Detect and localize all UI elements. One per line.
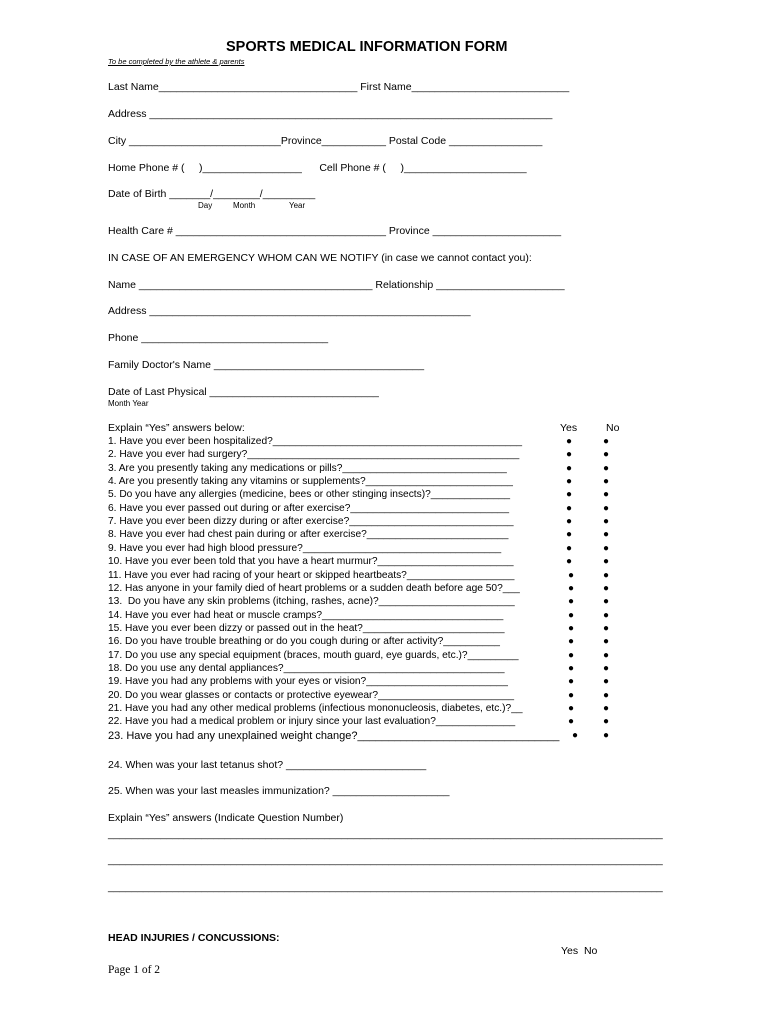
yes-radio[interactable]: ● xyxy=(568,610,575,621)
dob-year-label: Year xyxy=(289,201,306,210)
question-item: 9. Have you ever had high blood pressure?___________________________________ xyxy=(108,543,502,554)
yes-radio[interactable]: ● xyxy=(566,476,573,487)
emergency-name-line[interactable]: Name ________________________________________ Relationship ______________________ xyxy=(108,279,565,291)
no-radio[interactable]: ● xyxy=(603,676,610,687)
question-item: 17. Do you use any special equipment (braces, mouth guard, eye guards, etc.)?_________ xyxy=(108,650,519,661)
question-item: 2. Have you ever had surgery?________________________________________________ xyxy=(108,449,520,460)
question-item: 20. Do you wear glasses or contacts or protective eyewear?________________________ xyxy=(108,690,515,701)
question-item: 7. Have you ever been dizzy during or after exercise?_____________________________ xyxy=(108,516,514,527)
question-item: 1. Have you ever been hospitalized?____________________________________________ xyxy=(108,436,523,447)
question-item: 8. Have you ever had chest pain during or after exercise?_________________________ xyxy=(108,529,509,540)
city-province-postal-line[interactable]: City __________________________Province___________ Postal Code ________________ xyxy=(108,135,543,147)
no-radio[interactable]: ● xyxy=(603,636,610,647)
form-subtitle: To be completed by the athlete & parents xyxy=(108,57,245,66)
question-item: 5. Do you have any allergies (medicine, bees or other stinging insects)?______________ xyxy=(108,489,511,500)
page-number: Page 1 of 2 xyxy=(108,964,161,976)
yes-radio[interactable]: ● xyxy=(566,556,573,567)
yes-radio[interactable]: ● xyxy=(566,463,573,474)
no-radio[interactable]: ● xyxy=(603,543,610,554)
yes-radio[interactable]: ● xyxy=(568,583,575,594)
question-item: 6. Have you ever passed out during or after exercise?____________________________ xyxy=(108,503,510,514)
yes-radio[interactable]: ● xyxy=(566,529,573,540)
form-title: SPORTS MEDICAL INFORMATION FORM xyxy=(226,39,508,55)
yes-radio[interactable]: ● xyxy=(572,730,579,741)
no-radio[interactable]: ● xyxy=(603,570,610,581)
last-physical-line[interactable]: Date of Last Physical _____________________________ xyxy=(108,386,379,398)
explain-line-1[interactable]: _______________________________________________________________________________________________ xyxy=(108,828,663,840)
question-item: 14. Have you ever had heat or muscle cramps?________________________________ xyxy=(108,610,504,621)
no-radio[interactable]: ● xyxy=(603,529,610,540)
question-item: 23. Have you had any unexplained weight change?_________________________________ xyxy=(108,730,560,742)
name-field-line[interactable]: Last Name__________________________________ First Name___________________________ xyxy=(108,81,570,93)
tetanus-line[interactable]: 24. When was your last tetanus shot? ________________________ xyxy=(108,759,427,771)
dob-day-label: Day xyxy=(198,201,213,210)
yes-radio[interactable]: ● xyxy=(566,543,573,554)
question-item: 16. Do you have trouble breathing or do you cough during or after activity?__________ xyxy=(108,636,500,647)
no-radio[interactable]: ● xyxy=(603,489,610,500)
no-radio[interactable]: ● xyxy=(603,476,610,487)
no-radio[interactable]: ● xyxy=(603,516,610,527)
emergency-address-line[interactable]: Address _______________________________________________________ xyxy=(108,305,471,317)
yes-radio[interactable]: ● xyxy=(566,503,573,514)
question-item: 3. Are you presently taking any medications or pills?_____________________________ xyxy=(108,463,507,474)
question-item: 11. Have you ever had racing of your heart or skipped heartbeats?___________________ xyxy=(108,570,515,581)
explain-heading: Explain “Yes” answers (Indicate Question Number) xyxy=(108,812,344,824)
date-of-birth-line[interactable]: Date of Birth _______/________/_________ xyxy=(108,188,316,200)
yes-radio[interactable]: ● xyxy=(568,690,575,701)
phone-field-line[interactable]: Home Phone # ( )_________________ Cell Phone # ( )_____________________ xyxy=(108,162,527,174)
explain-line-2[interactable]: _______________________________________________________________________________________________ xyxy=(108,854,663,866)
head-injuries-yes-no: Yes No xyxy=(561,945,598,957)
no-radio[interactable]: ● xyxy=(603,610,610,621)
question-item: 21. Have you had any other medical problems (infectious mononucleosis, diabetes, etc.)?__ xyxy=(108,703,523,714)
family-doctor-line[interactable]: Family Doctor's Name ____________________________________ xyxy=(108,359,425,371)
no-radio[interactable]: ● xyxy=(603,583,610,594)
no-radio[interactable]: ● xyxy=(603,703,610,714)
no-radio[interactable]: ● xyxy=(603,436,610,447)
last-physical-sub-label: Month Year xyxy=(108,399,149,408)
question-item: 13. Do you have any skin problems (itching, rashes, acne)?________________________ xyxy=(108,596,515,607)
yes-radio[interactable]: ● xyxy=(568,663,575,674)
yes-radio[interactable]: ● xyxy=(568,636,575,647)
no-radio[interactable]: ● xyxy=(603,596,610,607)
no-radio[interactable]: ● xyxy=(603,556,610,567)
yes-radio[interactable]: ● xyxy=(566,516,573,527)
yes-radio[interactable]: ● xyxy=(568,676,575,687)
head-injuries-heading: HEAD INJURIES / CONCUSSIONS: xyxy=(108,932,280,944)
no-radio[interactable]: ● xyxy=(603,690,610,701)
yes-radio[interactable]: ● xyxy=(568,650,575,661)
emergency-phone-line[interactable]: Phone ________________________________ xyxy=(108,332,329,344)
yes-radio[interactable]: ● xyxy=(566,489,573,500)
yes-radio[interactable]: ● xyxy=(568,623,575,634)
yes-radio[interactable]: ● xyxy=(568,716,575,727)
question-item: 15. Have you ever been dizzy or passed out in the heat?_________________________ xyxy=(108,623,505,634)
no-radio[interactable]: ● xyxy=(603,716,610,727)
yes-radio[interactable]: ● xyxy=(568,596,575,607)
no-radio[interactable]: ● xyxy=(603,623,610,634)
no-radio[interactable]: ● xyxy=(603,449,610,460)
yes-radio[interactable]: ● xyxy=(568,570,575,581)
yes-radio[interactable]: ● xyxy=(568,703,575,714)
address-field-line[interactable]: Address _____________________________________________________________________ xyxy=(108,108,553,120)
question-item: 10. Have you ever been told that you have a heart murmur?________________________ xyxy=(108,556,514,567)
no-radio[interactable]: ● xyxy=(603,503,610,514)
explain-line-3[interactable]: _______________________________________________________________________________________________ xyxy=(108,881,663,893)
questions-intro: Explain “Yes” answers below: xyxy=(108,422,245,434)
question-item: 19. Have you had any problems with your eyes or vision?_________________________ xyxy=(108,676,508,687)
no-radio[interactable]: ● xyxy=(603,650,610,661)
question-item: 18. Do you use any dental appliances?_______________________________________ xyxy=(108,663,505,674)
yes-radio[interactable]: ● xyxy=(566,449,573,460)
emergency-heading: IN CASE OF AN EMERGENCY WHOM CAN WE NOTIFY (in case we cannot contact you): xyxy=(108,252,532,264)
no-radio[interactable]: ● xyxy=(603,663,610,674)
health-care-line[interactable]: Health Care # ____________________________________ Province ______________________ xyxy=(108,225,562,237)
no-radio[interactable]: ● xyxy=(603,463,610,474)
yes-radio[interactable]: ● xyxy=(566,436,573,447)
yes-column-header: Yes xyxy=(560,422,578,434)
dob-month-label: Month xyxy=(233,201,256,210)
no-radio[interactable]: ● xyxy=(603,730,610,741)
question-item: 12. Has anyone in your family died of heart problems or a sudden death before age 50?___ xyxy=(108,583,520,594)
question-item: 22. Have you had a medical problem or injury since your last evaluation?______________ xyxy=(108,716,516,727)
no-column-header: No xyxy=(606,422,620,434)
question-item: 4. Are you presently taking any vitamins or supplements?__________________________ xyxy=(108,476,513,487)
measles-line[interactable]: 25. When was your last measles immunization? ____________________ xyxy=(108,785,450,797)
